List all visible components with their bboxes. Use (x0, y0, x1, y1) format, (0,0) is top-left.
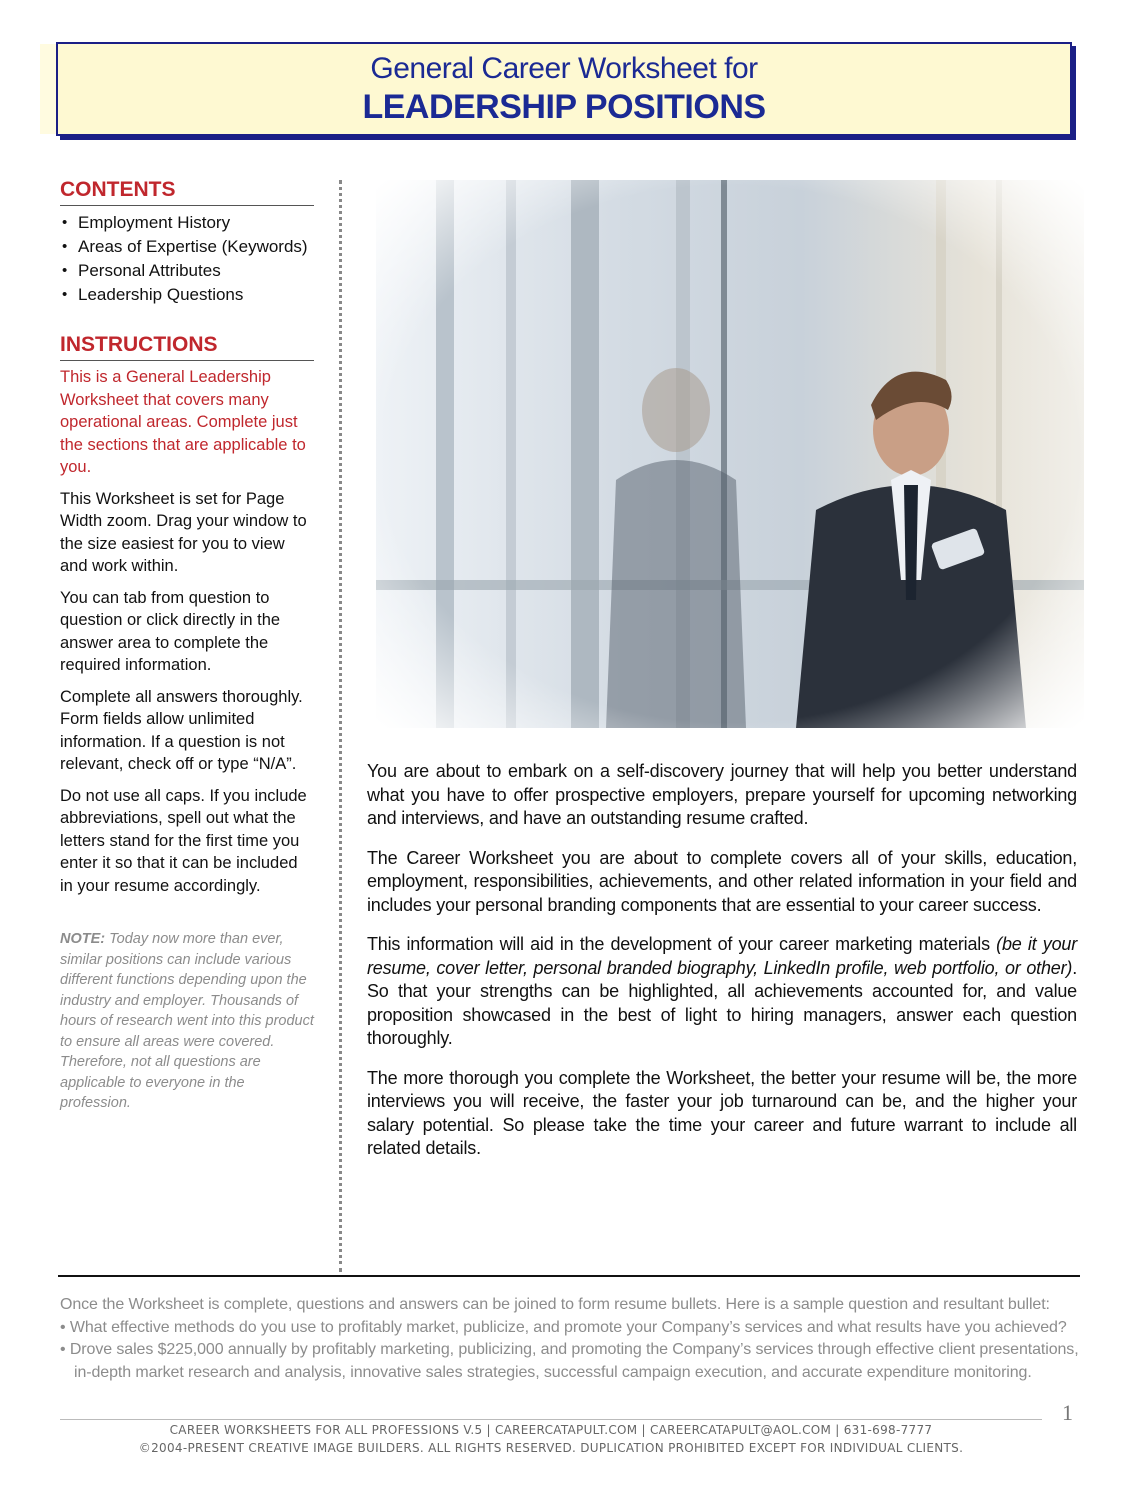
sample-question: • What effective methods do you use to profitably market, publicize, and promote your Company’s services and what results have you achieved? (60, 1318, 1067, 1336)
page-number: 1 (1062, 1400, 1073, 1425)
contents-item-leadership-questions: • Leadership Questions (60, 283, 314, 307)
note-label: NOTE: (60, 931, 106, 947)
businessman-photo (376, 180, 1084, 728)
bottom-rule (58, 1275, 1080, 1277)
intro-paragraph-3 (367, 933, 1077, 1051)
footer (60, 1421, 1042, 1457)
title-line-2: LEADERSHIP POSITIONS (362, 88, 766, 126)
title-banner (56, 42, 1072, 136)
footer-line-2: ©2004-PRESENT CREATIVE IMAGE BUILDERS. ALL RIGHTS RESERVED. DUPLICATION PROHIBITED EXCEPT FOR INDIVIDUAL CLIENTS. (138, 1441, 964, 1455)
intro-paragraph-4: The more thorough you complete the Worksheet, the better your resume will be, the more interviews you will receive, the faster your job turnaround can be, and the higher your salary potential. So please take the time your career and future warrant to include all related details. (367, 1067, 1077, 1158)
title-line-1: General Career Worksheet for (370, 52, 758, 85)
instructions-heading: INSTRUCTIONS (60, 333, 314, 361)
sample-bullet-section (60, 1294, 1090, 1384)
sample-answer-line-2: in-depth market research and analysis, innovative sales strategies, successful campaign execution, and accurate expenditure monitoring. (74, 1363, 1032, 1381)
instructions-intro: This is a General Leadership Worksheet that covers many operational areas. Complete just the sections that are applicable to you. (60, 368, 306, 476)
contents-item-employment-history: • Employment History (60, 211, 314, 235)
footer-rule (60, 1419, 1042, 1420)
instruction-complete: Complete all answers thoroughly. Form fields allow unlimited information. If a question is not relevant, check off or type “N/A”. (60, 687, 303, 773)
sample-intro: Once the Worksheet is complete, questions and answers can be joined to form resume bullets. Here is a sample question and resultant bullet: (60, 1296, 1050, 1313)
p3-start: This information will aid in the development of your career marketing materials (367, 934, 997, 954)
note-text: Today now more than ever, similar positions can include various different functions depending upon the industry and employer. Thousands of hours of research went into this product to ensure all areas were covered. Therefore, not all questions are applicable to everyone in the profession. (60, 931, 314, 1111)
contents-heading: CONTENTS (60, 178, 314, 206)
contents-item-personal-attributes: • Personal Attributes (60, 259, 314, 283)
intro-text (367, 760, 1077, 1177)
sidebar (60, 178, 314, 1114)
instruction-caps: Do not use all caps. If you include abbreviations, spell out what the letters stand for the first time you enter it so that it can be included in your resume accordingly. (60, 786, 307, 895)
intro-paragraph-1: You are about to embark on a self-discovery journey that will help you better understand what you have to offer prospective employers, prepare yourself for upcoming networking and interviews, and have an outstanding resume crafted. (367, 761, 1077, 828)
footer-line-1: CAREER WORKSHEETS FOR ALL PROFESSIONS V.5 | CAREERCATAPULT.COM | CAREERCATAPULT@AOL.COM | 631-698-7777 (169, 1423, 933, 1437)
contents-item-areas-of-expertise: • Areas of Expertise (Keywords) (60, 235, 314, 259)
instruction-zoom: This Worksheet is set for Page Width zoom. Drag your window to the size easiest for you to view and work within. (60, 489, 307, 575)
instruction-tab: You can tab from question to question or click directly in the answer area to complete the required information. (60, 588, 281, 674)
businessman-illustration (376, 180, 1084, 728)
note (60, 929, 314, 1114)
contents-list (60, 211, 314, 307)
intro-paragraph-2: The Career Worksheet you are about to complete covers all of your skills, education, employment, responsibilities, achievements, and other related information in your field and includes your personal branding components that are essential to your career success. (367, 847, 1077, 915)
p3-end: . So that your strengths can be highlighted, all achievements accounted for, and value proposition showcased in the best of light to hiring managers, answer each question thoroughly. (367, 957, 1077, 1048)
sample-answer-line-1: • Drove sales $225,000 annually by profitably marketing, publicizing, and promoting the Company’s services through effective client presentations, (60, 1341, 1079, 1358)
p3-italic: (be it your resume, cover letter, personal branded biography, LinkedIn profile, web portfolio, or other) (367, 934, 1077, 978)
dotted-divider (339, 180, 342, 1272)
